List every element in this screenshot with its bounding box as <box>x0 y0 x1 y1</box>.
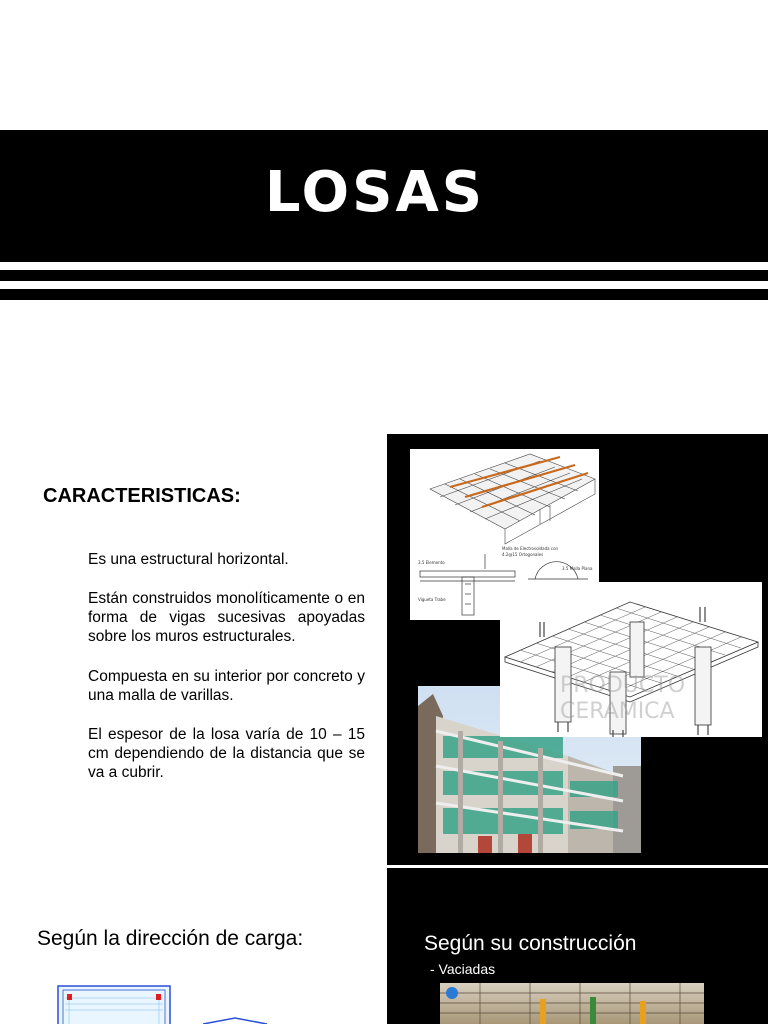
characteristics-heading: CARACTERISTICAS: <box>43 485 241 507</box>
decorative-stripe <box>0 270 768 281</box>
construction-heading: Según su construcción <box>424 932 637 955</box>
drawing-label: 4.2@15 Ortogonales <box>502 552 544 557</box>
watermark-text: CERAMICA <box>560 699 675 724</box>
image-panel <box>387 434 768 865</box>
page-title: LOSAS <box>264 160 486 225</box>
direction-heading: Según la dirección de carga: <box>37 927 304 950</box>
characteristic-paragraph: Compuesta en su interior por concreto y una malla de varillas. <box>88 668 365 704</box>
drawing-label: 3.5 Elemento <box>418 560 445 565</box>
characteristic-paragraph: El espesor de la losa varía de 10 – 15 cm dependiendo de la distancia que se va a cubrir. <box>88 726 365 781</box>
drawing-label: 3.5 Malla Plana <box>562 566 593 571</box>
load-direction-diagram <box>55 982 315 1024</box>
watermark-text: PRODUCTO <box>560 673 686 698</box>
construction-item: - Vaciadas <box>430 961 496 977</box>
characteristic-paragraph: Están construidos monolíticamente o en forma de vigas sucesivas apoyadas sobre los muros estructurales. <box>88 590 365 645</box>
decorative-stripe <box>0 289 768 300</box>
drawing-label: Vigueta Trabe <box>418 597 446 602</box>
slab-columns-diagram <box>500 582 762 737</box>
poured-slab-photo <box>440 983 704 1024</box>
drawing-label: Malla de Electrosoldada con <box>502 546 559 551</box>
characteristic-paragraph: Es una estructural horizontal. <box>88 551 289 568</box>
